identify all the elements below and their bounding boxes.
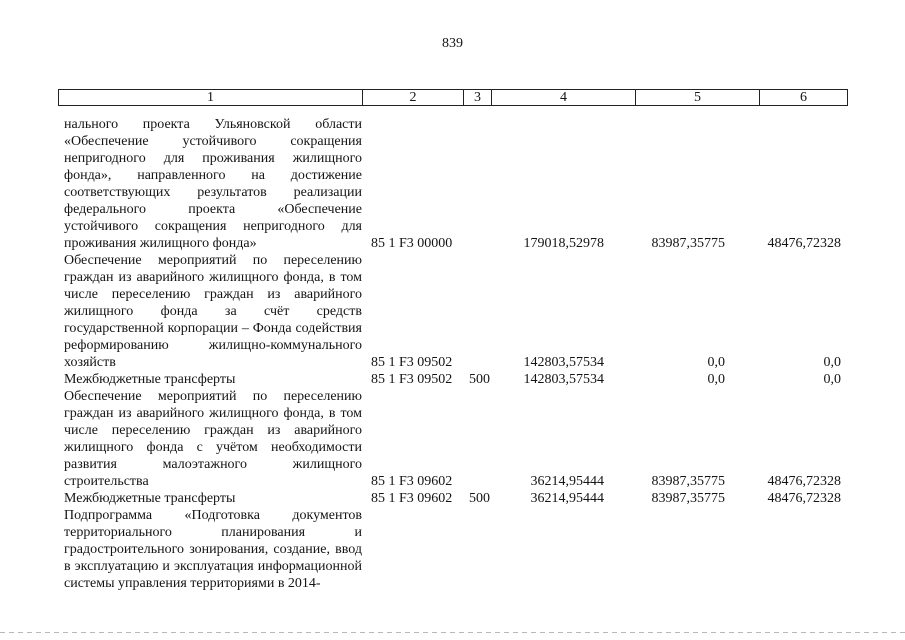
row-code: 85 1 F3 09502 [371, 355, 453, 370]
column-header-1: 1 [59, 90, 363, 106]
row-value-2: 0,0 [707, 372, 725, 387]
row-code: 85 1 F3 00000 [371, 236, 453, 251]
row-value-1: 179018,52978 [523, 236, 604, 251]
column-header-2: 2 [363, 90, 464, 106]
row-description: нального проекта Ульяновской области «Обеспечение устойчивого сокращения непригодного для проживания жилищного фонда», направленного на достижение соответствующих результатов реализации федерального проекта «Обеспечение устойчивого сокращения непригодного для проживания жилищного фонда» [64, 117, 362, 251]
row-description: Обеспечение мероприятий по переселению граждан из аварийного жилищного фонда, в том числе переселению граждан из аварийного жилищного фонда с учётом необходимости развития малоэтажного жилищного строительства [64, 389, 362, 489]
row-value-3: 48476,72328 [767, 491, 841, 506]
row-value-2: 83987,35775 [651, 474, 725, 489]
row-value-2: 83987,35775 [651, 236, 725, 251]
table-row [58, 371, 847, 388]
row-value-3: 48476,72328 [767, 474, 841, 489]
row-expense-type: 500 [469, 372, 490, 387]
table-row [58, 490, 847, 507]
table-row [58, 116, 847, 252]
row-description: Межбюджетные трансферты [64, 491, 236, 506]
row-value-3: 48476,72328 [767, 236, 841, 251]
column-header-row [58, 89, 848, 106]
column-header-4: 4 [492, 90, 636, 106]
row-value-2: 0,0 [707, 355, 725, 370]
row-value-1: 142803,57534 [523, 355, 604, 370]
table-row [58, 507, 847, 592]
table-row [58, 252, 847, 371]
row-code: 85 1 F3 09602 [371, 491, 453, 506]
row-expense-type: 500 [469, 491, 490, 506]
row-description: Обеспечение мероприятий по переселению граждан из аварийного жилищного фонда, в том числе переселению граждан из аварийного жилищного фонда за счёт средств государственной корпорации – Фонда содействия реформированию жилищно-коммунального хозяйств [64, 253, 362, 370]
row-value-1: 36214,95444 [530, 474, 604, 489]
row-value-1: 36214,95444 [530, 491, 604, 506]
row-value-3: 0,0 [823, 372, 841, 387]
row-value-1: 142803,57534 [523, 372, 604, 387]
row-code: 85 1 F3 09602 [371, 474, 453, 489]
row-value-3: 0,0 [823, 355, 841, 370]
column-header-5: 5 [636, 90, 760, 106]
row-description: Межбюджетные трансферты [64, 372, 236, 387]
column-header-3: 3 [464, 90, 492, 106]
row-code: 85 1 F3 09502 [371, 372, 453, 387]
page-edge-line [0, 632, 905, 633]
table-row [58, 388, 847, 490]
row-value-2: 83987,35775 [651, 491, 725, 506]
page-number: 839 [442, 36, 463, 51]
column-header-6: 6 [760, 90, 848, 106]
row-description: Подпрограмма «Подготовка документов территориального планирования и градостроительного зонирования, создание, ввод в эксплуатацию и эксплуатация информационной системы управления территориями в 2014- [64, 508, 362, 591]
